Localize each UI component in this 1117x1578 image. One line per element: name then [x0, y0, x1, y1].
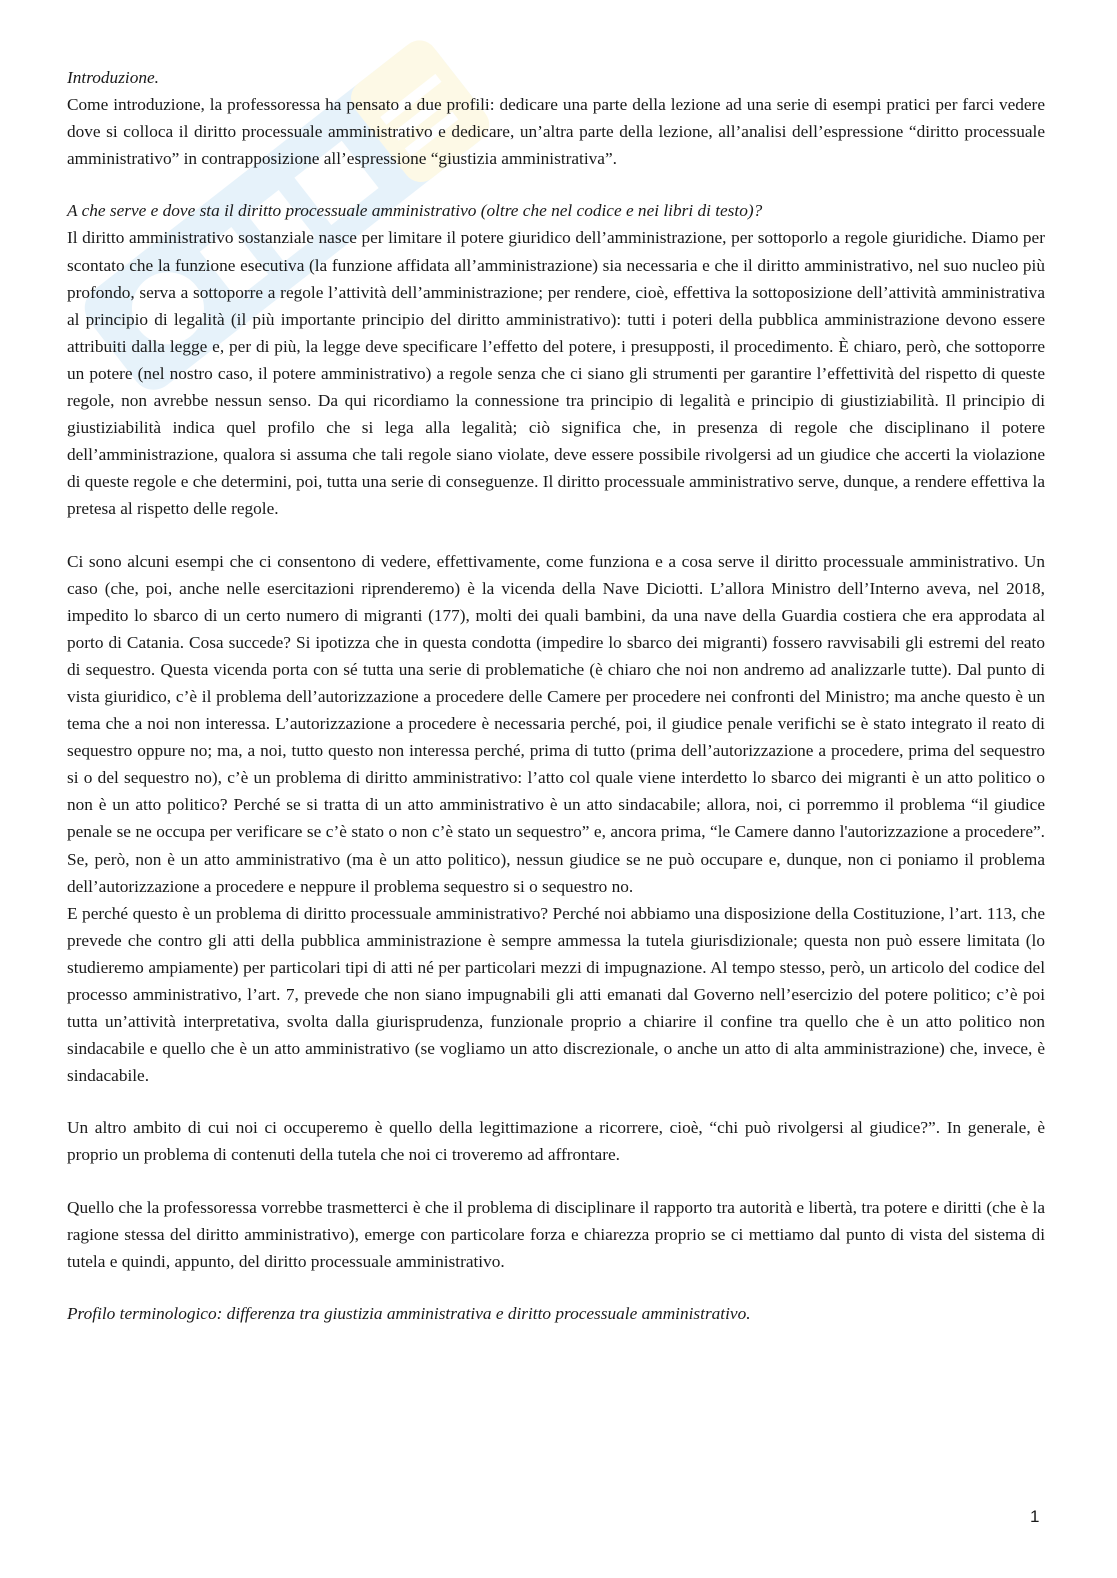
- intro-paragraph: Come introduzione, la professoressa ha pensato a due profili: dedicare una parte della lezione ad una serie di esempi pratici per farci vedere dove si colloca il diritto processuale amministrativo e dedicare, un’altra parte della lezione, all’analisi dell’espressione “diritto processuale amministrativo” in contrapposizione all’espressione “giustizia amministrativa”.: [67, 95, 1045, 169]
- body-paragraph-autorita-liberta: Quello che la professoressa vorrebbe trasmetterci è che il problema di disciplinare il rapporto tra autorità e libertà, tra potere e diritti (che è la ragione stessa del diritto amministrativo), emerge con particolare forza e chiarezza proprio se ci mettiamo dal punto di vista del sistema di tutela e quindi, appunto, del diritto processuale amministrativo.: [67, 1197, 1045, 1271]
- body-paragraph-art-113: E perché questo è un problema di diritto processuale amministrativo? Perché noi abbiamo una disposizione della Costituzione, l’art. 113, che prevede che contro gli atti della pubblica amministrazione è sempre ammessa la tutela giurisdizionale; questa non può essere limitata (lo studieremo ampiamente) per particolari tipi di atti né per particolari mezzi di impugnazione. Al tempo stesso, però, un articolo del codice del processo amministrativo, l’art. 7, prevede che non siano impugnabili gli atti emanati dal Governo nell’esercizio del potere politico; c’è poi tutta un’attività interpretativa, svolta dalla giurisprudenza, funzionale proprio a chiarire il confine tra quello che è un atto politico non sindacabile e quello che è un atto amministrativo (se vogliamo un atto discrezionale, o anche un atto di alta amministrazione) che, invece, è sindacabile.: [67, 903, 1045, 1086]
- section-title-terminology: Profilo terminologico: differenza tra giustizia amministrativa e diritto processuale amministrativo.: [67, 1303, 751, 1323]
- section-title-introduction: Introduzione.: [67, 68, 160, 87]
- body-paragraph-legality: Il diritto amministrativo sostanziale nasce per limitare il potere giuridico dell’amministrazione, per sottoporlo a regole giuridiche. Diamo per scontato che la funzione esecutiva (la funzione affidata all’amministrazione) sia necessaria e che il diritto amministrativo, nel suo nucleo più profondo, serva a sottoporre a regole l’attività dell’amministrazione; per rendere, cioè, effettiva la sottoposizione dell’attività amministrativa al principio di legalità (il più importante principio del diritto amministrativo): tutti i poteri della pubblica amministrazione devono essere attribuiti dalla legge e, per di più, la legge deve specificare l’effetto del potere, i presupposti, il procedimento. È chiaro, però, che sottoporre un potere (nel nostro caso, il potere amministrativo) a regole senza che ci siano gli strumenti per garantire l’effettività del rispetto di queste regole, non avrebbe nessun senso. Da qui ricordiamo la connessione tra principio di legalità e principio di giustiziabilità. Il principio di giustiziabilità indica quel profilo che si lega alla legalità; ciò significa che, in presenza di regole che disciplinano il potere dell’amministrazione, qualora si assuma che tali regole siano violate, deve essere possibile rivolgersi ad un giudice che accerti la violazione di queste regole e che determini, poi, tutta una serie di conseguenze. Il diritto processuale amministrativo serve, dunque, a rendere effettiva la pretesa al rispetto delle regole.: [67, 228, 1045, 519]
- page-number: 1: [1030, 1507, 1040, 1526]
- document-page: [67, 64, 1045, 1327]
- section-title-question: A che serve e dove sta il diritto processuale amministrativo (oltre che nel codice e nei libri di testo)?: [67, 201, 763, 221]
- body-paragraph-nave-diciotti: Ci sono alcuni esempi che ci consentono di vedere, effettivamente, come funziona e a cosa serve il diritto processuale amministrativo. Un caso (che, poi, anche nelle esercitazioni riprenderemo) è la vicenda della Nave Diciotti. L’allora Ministro dell’Interno aveva, nel 2018, impedito lo sbarco di un certo numero di migranti (177), molti dei quali bambini, da una nave della Guardia costiera che era approdata al porto di Catania. Cosa succede? Si ipotizza che in questa condotta (impedire lo sbarco dei migranti) fossero ravvisabili gli estremi del reato di sequestro. Questa vicenda porta con sé tutta una serie di problematiche (è chiaro che noi non andremo ad analizzarle tutte). Dal punto di vista giuridico, c’è il problema dell’autorizzazione a procedere delle Camere per procedere nei confronti del Ministro; ma anche questo è un tema che a noi non interessa. L’autorizzazione a procedere è necessaria perché, poi, il giudice penale verifichi se è stato integrato il reato di sequestro oppure no; ma, a noi, tutto questo non interessa perché, prima di tutto (prima dell’autorizzazione a procedere, prima del sequestro si o del sequestro no), c’è un problema di diritto amministrativo: l’atto col quale viene interdetto lo sbarco dei migranti è un atto politico o non è un atto politico? Perché se si tratta di un atto amministrativo è un atto sindacabile; allora, noi, ci porremmo il problema “il giudice penale se ne occupa per verificare se c’è stato o non c’è stato un sequestro” e, ancora prima, “le Camere danno l'autorizzazione a procedere”. Se, però, non è un atto amministrativo (ma è un atto politico), nessun giudice se ne può occupare e, dunque, non ci poniamo il problema dell’autorizzazione a procedere e neppure il problema sequestro si o sequestro no.: [67, 551, 1045, 896]
- body-paragraph-legittimazione: Un altro ambito di cui noi ci occuperemo è quello della legittimazione a ricorrere, cioè, “chi può rivolgersi al giudice?”. In generale, è proprio un problema di contenuti della tutela che noi ci troveremo ad affrontare.: [67, 1118, 1045, 1165]
